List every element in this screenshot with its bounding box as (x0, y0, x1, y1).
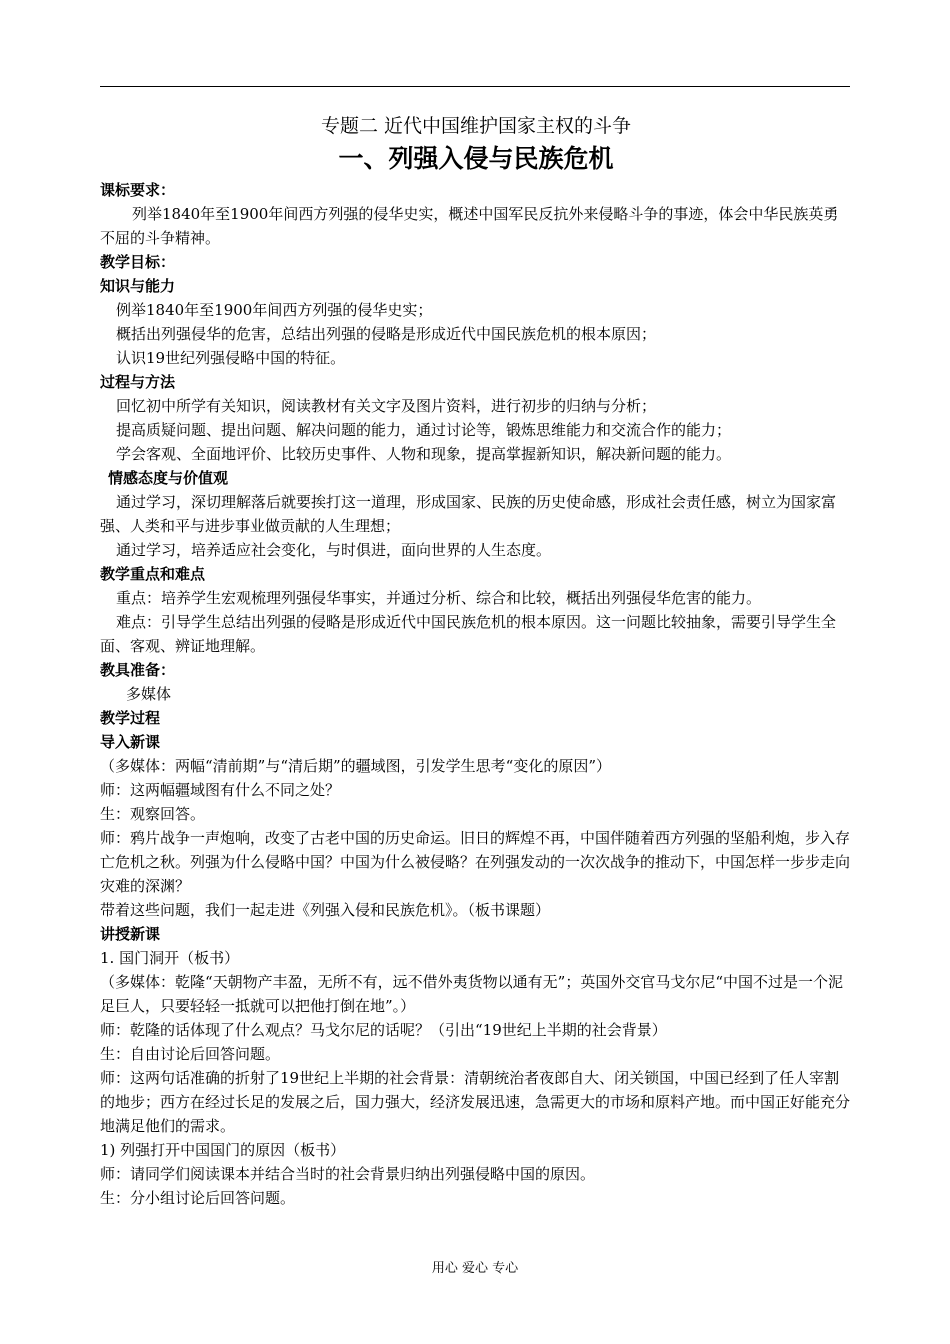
paragraph: 认识19世纪列强侵略中国的特征。 (116, 349, 346, 367)
paragraph: 生：分小组讨论后回答问题。 (100, 1189, 296, 1207)
section-heading: 讲授新课 (100, 925, 161, 943)
paragraph: （多媒体：乾隆“天朝物产丰盈，无所不有，远不借外夷货物以通有无”；英国外交官马戈尔尼“中国不过是一个泥足巨人，只要轻轻一抵就可以把他打倒在地”。） (100, 973, 844, 1015)
section-heading: 教学目标： (100, 253, 176, 271)
paragraph: （多媒体：两幅“清前期”与“清后期”的疆域图，引发学生思考“变化的原因”） (100, 757, 612, 775)
section-heading: 课标要求： (100, 181, 176, 199)
paragraph: 师：请同学们阅读课本并结合当时的社会背景归纳出列强侵略中国的原因。 (100, 1165, 596, 1183)
paragraph: 多媒体 (126, 685, 172, 703)
section-heading: 情感态度与价值观 (108, 469, 229, 487)
paragraph: 生：自由讨论后回答问题。 (100, 1045, 281, 1063)
section-heading: 导入新课 (100, 733, 161, 751)
paragraph: 重点：培养学生宏观梳理列强侵华事实，并通过分析、综合和比较，概括出列强侵华危害的能力。 (116, 589, 762, 607)
paragraph: 难点：引导学生总结出列强的侵略是形成近代中国民族危机的根本原因。这一问题比较抽象，需要引导学生全面、客观、辨证地理解。 (100, 613, 837, 655)
section-heading: 教学重点和难点 (100, 565, 206, 583)
section-heading: 知识与能力 (100, 277, 176, 295)
paragraph: 师：乾隆的话体现了什么观点？马戈尔尼的话呢？（引出“19世纪上半期的社会背景） (100, 1021, 667, 1039)
section-heading: 教学过程 (100, 709, 161, 727)
paragraph: 师：这两幅疆域图有什么不同之处？ (100, 781, 341, 799)
paragraph: 概括出列强侵华的危害，总结出列强的侵略是形成近代中国民族危机的根本原因； (116, 325, 657, 343)
paragraph: 带着这些问题，我们一起走进《列强入侵和民族危机》。（板书课题） (100, 901, 551, 919)
paragraph: 通过学习，深切理解落后就要挨打这一道理，形成国家、民族的历史使命感，形成社会责任感，树立为国家富强、人类和平与进步事业做贡献的人生理想； (100, 493, 837, 535)
paragraph: 回忆初中所学有关知识，阅读教材有关文字及图片资料，进行初步的归纳与分析； (116, 397, 657, 415)
paragraph: 例举1840年至1900年间西方列强的侵华史实； (116, 301, 433, 319)
paragraph: 列举1840年至1900年间西方列强的侵华史实，概述中国军民反抗外来侵略斗争的事迹，体会中华民族英勇不屈的斗争精神。 (100, 205, 839, 247)
document-title: 一、列强入侵与民族危机 (338, 144, 614, 173)
paragraph: 师：鸦片战争一声炮响，改变了古老中国的历史命运。旧日的辉煌不再，中国伴随着西方列强的坚船利炮，步入存亡危机之秋。列强为什么侵略中国？中国为什么被侵略？在列强发动的一次次战争的推动下，中国怎样一步步走向灾难的深渊？ (100, 829, 851, 895)
section-heading: 教具准备： (100, 661, 176, 679)
paragraph: 1. 国门洞开（板书） (100, 949, 240, 967)
paragraph: 1) 列强打开中国国门的原因（板书） (100, 1141, 346, 1159)
document-subtitle: 专题二 近代中国维护国家主权的斗争 (320, 115, 632, 137)
section-heading: 过程与方法 (100, 373, 176, 391)
paragraph: 师：这两句话准确的折射了19世纪上半期的社会背景：清朝统治者夜郎自大、闭关锁国，中国已经到了任人宰割的地步；西方在经过长足的发展之后，国力强大，经济发展迅速，急需更大的市场和原料产地。而中国正好能充分地满足他们的需求。 (100, 1069, 851, 1135)
paragraph: 生：观察回答。 (100, 805, 206, 823)
header-rule (100, 86, 850, 87)
document-lines (100, 178, 852, 1210)
paragraph: 学会客观、全面地评价、比较历史事件、人物和现象，提高掌握新知识，解决新问题的能力。 (116, 445, 732, 463)
paragraph: 通过学习，培养适应社会变化，与时俱进，面向世界的人生态度。 (116, 541, 552, 559)
page-footer: 用心 爱心 专心 (431, 1261, 519, 1276)
document-body (100, 110, 852, 1210)
paragraph: 提高质疑问题、提出问题、解决问题的能力，通过讨论等，锻炼思维能力和交流合作的能力； (116, 421, 732, 439)
